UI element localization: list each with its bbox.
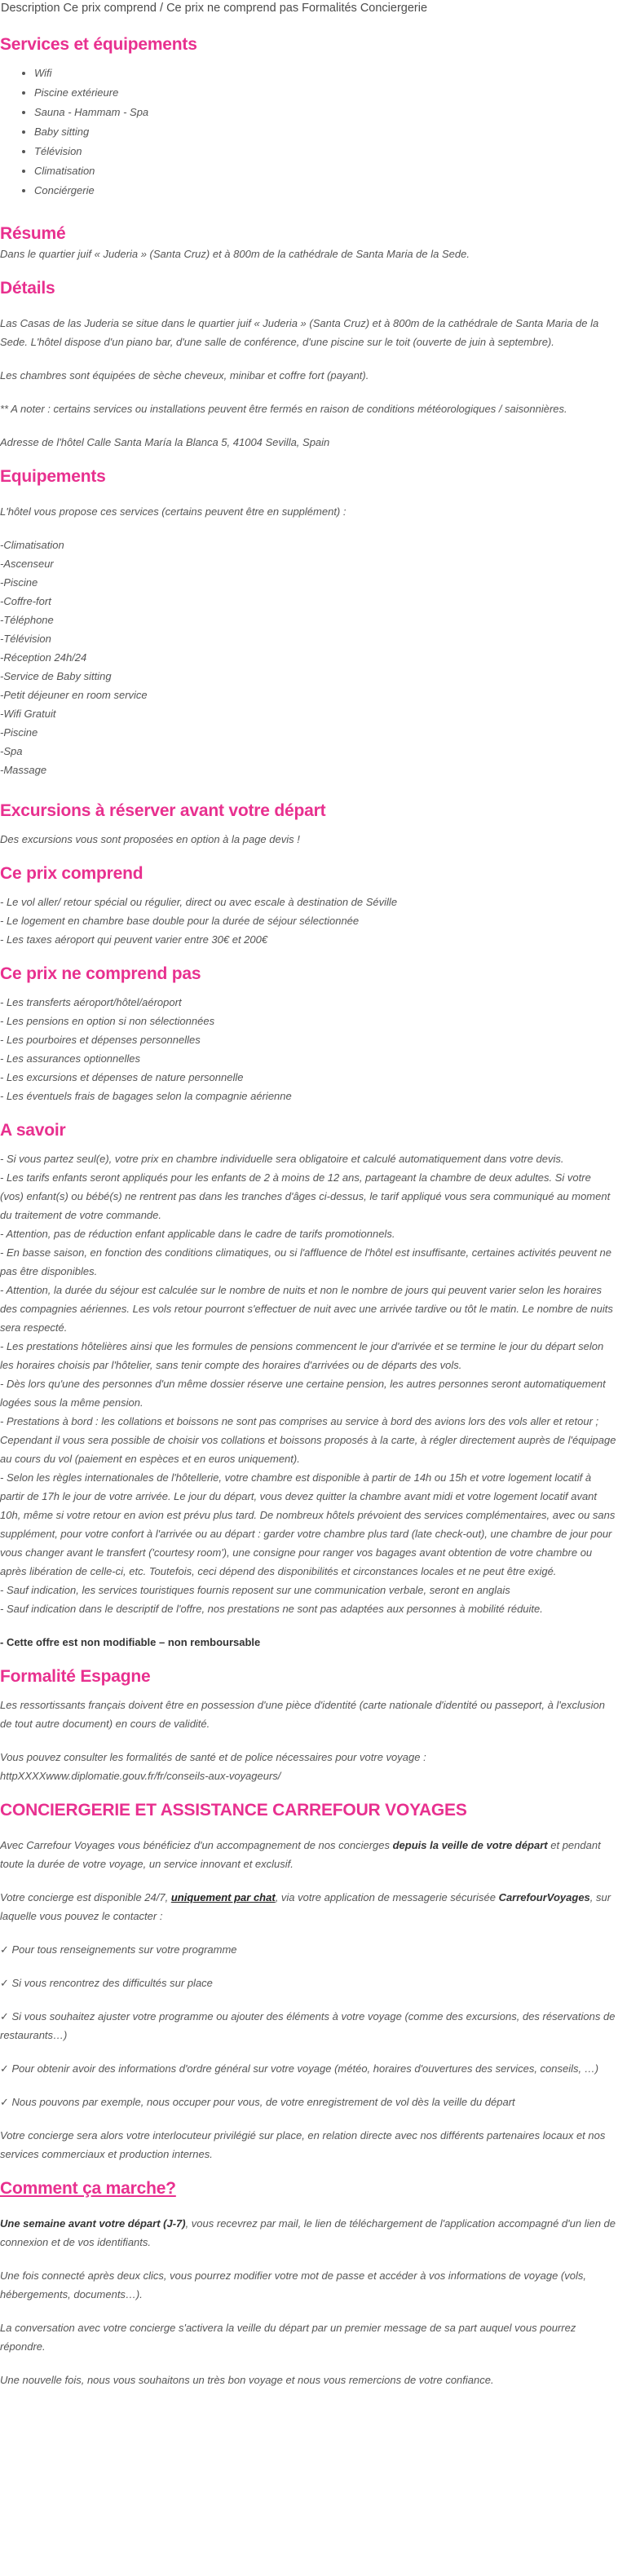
text-span: et pendant toute la durée de votre voyage, un service innovant et exclusif. [0,1839,601,1870]
list-item: - Les prestations hôtelières ainsi que les formules de pensions commencent le jour d'arrivée et se termine le jour du départ selon les horaires choisis par l'hôtelier, sans tenir compte des horaires d'arrivées ou de départs des vols. [0,1340,604,1371]
list-item: -Wifi Gratuit [0,708,56,720]
text-span: , sur laquelle vous pouvez le contacter : [0,1891,611,1922]
list-item: - Attention, pas de réduction enfant applicable dans le cadre de tarifs promotionnels. [0,1228,395,1240]
comprend-section [0,863,616,949]
list-item: -Télévision [0,633,51,645]
list-item: - Dès lors qu'une des personnes d'un même dossier réserve une certaine pension, les autres personnes seront automatiquement logées sous la même pension. [0,1378,606,1409]
comment-paragraph: Une nouvelle fois, nous vous souhaitons un très bon voyage et nous vous remercions de votre confiance. [0,2374,494,2386]
text-bold: depuis la veille de votre départ [392,1839,548,1851]
equipements-title: Equipements [0,467,106,486]
list-item: -Réception 24h/24 [0,651,87,664]
check-item: ✓ Pour obtenir avoir des informations d'ordre général sur votre voyage (météo, horaires d'ouvertures des services, conseils, …) [0,2062,599,2075]
formalite-paragraph: Les ressortissants français doivent être en possession d'une pièce d'identité (carte nationale d'identité ou passeport, à l'exclusion de tout autre document) en cours de validité. [0,1699,605,1730]
list-item: • Baby sitting [34,122,616,142]
list-item: -Petit déjeuner en room service [0,689,148,701]
details-paragraph: Les chambres sont équipées de sèche cheveux, minibar et coffre fort (payant). [0,369,369,382]
details-paragraph: Las Casas de las Juderia se situe dans le quartier juif « Juderia » (Santa Cruz) et à 800m de la cathédrale de Santa Maria de la Sede. L'hôtel dispose d'un piano bar, d'une salle de conférence, d'une piscine sur le toit (ouverte de juin à septembre). [0,317,599,348]
chat-link[interactable]: uniquement par chat [170,1891,276,1903]
list-item: - Le vol aller/ retour spécial ou régulier, direct ou avec escale à destination de Séville [0,896,398,908]
list-item: -Spa [0,745,23,757]
list-item: - Les éventuels frais de bagages selon la compagnie aérienne [0,1090,292,1102]
text-span: Avec Carrefour Voyages vous bénéficiez d'un accompagnement de nos concierges [0,1839,393,1851]
services-title: Services et équipements [0,35,197,54]
list-item: • Wifi [34,64,616,83]
services-section [0,34,616,201]
comprend-list [0,893,616,949]
list-item: -Téléphone [0,614,54,626]
list-item: - Les excursions et dépenses de nature personnelle [0,1071,244,1083]
ne-comprend-title: Ce prix ne comprend pas [0,964,201,983]
check-item: ✓ Pour tous renseignements sur votre programme [0,1943,237,1956]
text-span: , vous recevrez par mail, le lien de téléchargement de l'application accompagné d'un lien de connexion et de vos identifiants. [0,2217,616,2248]
comment-paragraph [0,2214,616,2252]
list-item: -Coffre-fort [0,595,51,607]
tabs-bar[interactable]: Description Ce prix comprend / Ce prix ne comprend pas Formalités Conciergerie [1,2,428,15]
list-item: - En basse saison, en fonction des conditions climatiques, ou si l'affluence de l'hôtel est insuffisante, certaines activités peuvent ne pas être disponibles. [0,1246,612,1277]
list-item: - Selon les règles internationales de l'hôtellerie, votre chambre est disponible à partir de 14h ou 15h et votre logement locatif à partir de 17h le jour de votre arrivée. Le jour du départ, vous devez quitter la chambre avant midi et votre logement locatif avant 10h, même si votre retour en avion est prévu plus tard. De nombreux hôtels prévoient des services complémentaires, avec ou sans supplément, pour votre confort à l'arrivée ou au départ : garder votre chambre plus tard (late check-out), une chambre de jour pour vous changer avant le transfert ('courtesy room'), une consigne pour ranger vos bagages avant obtention de votre chambre ou après libération de celle-ci, etc. Toutefois, ceci dépend des disponibilités et circonstances locales et ne peut être exigé. [0,1471,616,1577]
conciergerie-section [0,1800,616,2164]
equipements-intro: L'hôtel vous propose ces services (certains peuvent être en supplément) : [0,505,347,518]
list-item: - Si vous partez seul(e), votre prix en chambre individuelle sera obligatoire et calculé automatiquement dans votre devis. [0,1153,564,1165]
text-span: Votre concierge est disponible 24/7, [0,1891,171,1903]
conciergerie-title: CONCIERGERIE ET ASSISTANCE CARREFOUR VOYAGES [0,1801,467,1820]
list-item: • Conciérgerie [34,181,616,201]
conciergerie-paragraph [0,1836,616,1873]
check-item: ✓ Si vous souhaitez ajuster votre programme ou ajouter des éléments à votre voyage (comme des excursions, des réservations de restaurants…) [0,2010,616,2041]
list-item: -Massage [0,764,47,776]
formalite-section [0,1666,616,1785]
excursions-section [0,801,616,849]
list-item: - Le logement en chambre base double pour la durée de séjour sélectionnée [0,915,360,927]
list-item: - Les taxes aéroport qui peuvent varier entre 30€ et 200€ [0,933,268,946]
comprend-title: Ce prix comprend [0,864,143,883]
ne-comprend-list [0,993,616,1105]
list-item: -Piscine [0,726,38,739]
hotel-address: Adresse de l'hôtel Calle Santa María la Blanca 5, 41004 Sevilla, Spain [0,436,330,448]
list-item: - Les pourboires et dépenses personnelles [0,1034,201,1046]
ne-comprend-section [0,964,616,1105]
formalite-title: Formalité Espagne [0,1667,151,1686]
list-item: • Climatisation [34,161,616,181]
comment-section [0,2178,616,2389]
formalite-url: httpXXXXwww.diplomatie.gouv.fr/fr/conseils-aux-voyageurs/ [0,1770,281,1782]
list-item: - Sauf indication dans le descriptif de l'offre, nos prestations ne sont pas adaptées aux personnes à mobilité réduite. [0,1603,543,1615]
text-bold: CarrefourVoyages [498,1891,590,1903]
list-item: -Service de Baby sitting [0,670,112,682]
services-list [0,64,616,201]
check-item: ✓ Nous pouvons par exemple, nous occuper pour vous, de votre enregistrement de vol dès la veille du départ [0,2096,515,2108]
excursions-text: Des excursions vous sont proposées en option à la page devis ! [0,833,300,845]
list-item: -Piscine [0,576,38,589]
details-paragraph: ** A noter : certains services ou installations peuvent être fermés en raison de conditions météorologiques / saisonnières. [0,403,567,415]
list-item: - Les pensions en option si non sélectionnées [0,1015,215,1027]
asavoir-title: A savoir [0,1121,66,1140]
list-item: - Les tarifs enfants seront appliqués pour les enfants de 2 à moins de 12 ans, partageant la chambre de deux adultes. Si votre (vos) enfant(s) ou bébé(s) ne rentrent pas dans les tranches d'âges ci-dessus, le tarif appliqué vous sera communiqué au moment du traitement de votre commande. [0,1171,611,1221]
list-item: • Piscine extérieure [34,83,616,103]
comment-paragraph: Une fois connecté après deux clics, vous pourrez modifier votre mot de passe et accéder à vos informations de voyage (vols, hébergements, documents…). [0,2269,586,2300]
equipements-section [0,466,616,779]
list-item: -Ascenseur [0,558,54,570]
text-bold: Une semaine avant votre départ (J-7) [0,2217,186,2230]
comment-title: Comment ça marche? [0,2179,176,2198]
list-item: -Climatisation [0,539,64,551]
formalite-paragraph: Vous pouvez consulter les formalités de santé et de police nécessaires pour votre voyage : [0,1751,426,1763]
resume-title: Résumé [0,224,66,243]
text-span: , via votre application de messagerie sécurisée [275,1891,499,1903]
list-item: - Attention, la durée du séjour est calculée sur le nombre de nuits et non le nombre de jours qui peuvent varier selon les horaires des compagnies aériennes. Les vols retour pourront s'effectuer de nuit avec une arrivée tardive ou tôt le matin. Le nombre de nuits sera respecté. [0,1284,613,1334]
list-item: • Télévision [34,142,616,161]
resume-text: Dans le quartier juif « Juderia » (Santa Cruz) et à 800m de la cathédrale de Santa Maria de la Sede. [0,248,470,260]
asavoir-section [0,1120,616,1652]
conciergerie-paragraph [0,1888,616,1925]
comment-paragraph: La conversation avec votre concierge s'activera la veille du départ par un premier message de sa part auquel vous pourrez répondre. [0,2322,576,2353]
check-item: ✓ Si vous rencontrez des difficultés sur place [0,1977,213,1989]
list-item: - Prestations à bord : les collations et boissons ne sont pas comprises au service à bord des avions lors des vols aller et retour ; Cependant il vous sera possible de choisir vos collations et boissons proposés à la carte, à régler directement auprès de l'équipage au cours du vol (paiement en espèces et en euros uniquement). [0,1415,616,1465]
resume-section [0,223,616,263]
list-item: - Les assurances optionnelles [0,1052,140,1065]
conciergerie-paragraph: Votre concierge sera alors votre interlocuteur privilégié sur place, en relation directe avec nos différents partenaires locaux et nos services commerciaux et production internes. [0,2129,606,2160]
details-title: Détails [0,279,55,298]
list-item: • Sauna - Hammam - Spa [34,103,616,122]
asavoir-list [0,1149,616,1618]
list-item: - Les transferts aéroport/hôtel/aéroport [0,996,182,1008]
list-item: - Sauf indication, les services touristiques fournis reposent sur une communication verbale, seront en anglais [0,1584,510,1596]
non-modifiable-notice: - Cette offre est non modifiable – non remboursable [0,1636,261,1648]
excursions-title: Excursions à réserver avant votre départ [0,801,326,820]
details-section [0,278,616,452]
equipements-list [0,536,616,779]
